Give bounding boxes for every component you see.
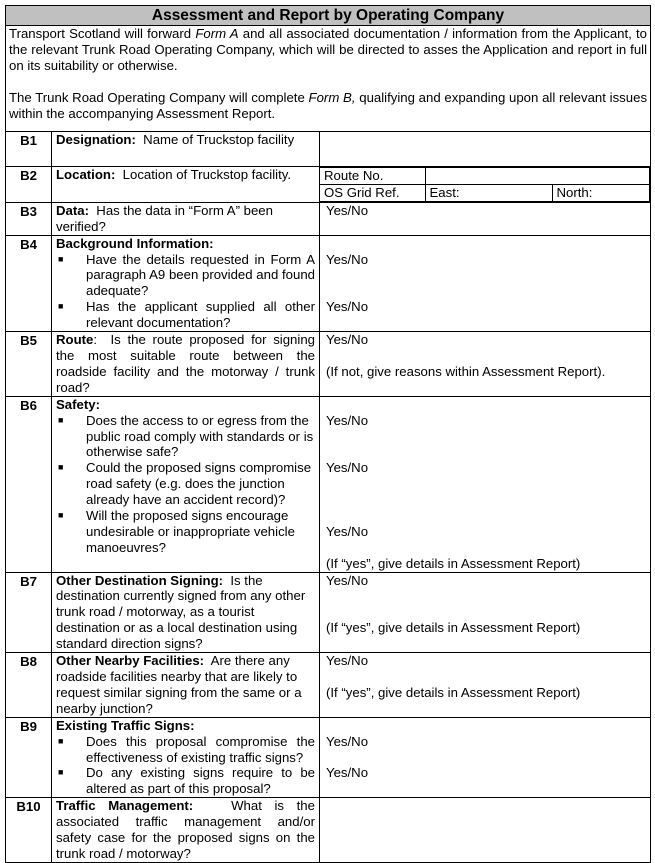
answer-yes-no[interactable]: Yes/No bbox=[326, 332, 369, 348]
answer-yes-no[interactable]: Yes/No bbox=[326, 572, 369, 588]
route-no-field[interactable] bbox=[425, 168, 650, 185]
location-subtable bbox=[320, 167, 650, 202]
form-table bbox=[5, 5, 651, 863]
row-code: B10 bbox=[6, 798, 52, 863]
answer-note: (If not, give reasons within Assessment Report). bbox=[326, 363, 606, 379]
row-code: B6 bbox=[6, 396, 52, 572]
row-b8 bbox=[6, 653, 651, 718]
row-b5 bbox=[6, 332, 651, 397]
traffic-management-answer-field[interactable] bbox=[320, 798, 651, 863]
east-field[interactable]: East: bbox=[425, 184, 552, 201]
row-description: Background Information: ■ Have the details requested in Form A paragraph A9 been provided and found adequate? ■ Has the applicant supplied all other relevant documentation? bbox=[52, 235, 320, 331]
bullet-item: ■ Will the proposed signs encourage undesirable or inappropriate vehicle manoeuvres? bbox=[58, 508, 295, 555]
intro-paragraph-2: The Trunk Road Operating Company will complete Form B, qualifying and expanding upon all relevant issues within the accompanying Assessment Report. bbox=[9, 89, 648, 121]
row-description: Safety: ■ Does the access to or egress from the public road comply with standards or is otherwise safe? ■ Could the proposed signs compromise road safety (e.g. does the junction already have an accident record)? ■ Will the proposed signs encourage undesirable or inappropriate vehicle manoeuvres? bbox=[52, 396, 320, 572]
row-code: B5 bbox=[6, 332, 52, 397]
answer-yes-no[interactable]: Yes/No bbox=[326, 299, 369, 315]
intro-row bbox=[6, 26, 651, 132]
form-header-row bbox=[6, 6, 651, 26]
answer-yes-no[interactable]: Yes/No bbox=[326, 653, 369, 669]
row-description: Data: Has the data in “Form A” been verified? bbox=[52, 202, 320, 235]
answer-yes-no[interactable]: Yes/No bbox=[326, 765, 369, 781]
row-code: B2 bbox=[6, 167, 52, 203]
row-description: Location: Location of Truckstop facility. bbox=[52, 167, 320, 203]
answer-yes-no[interactable]: Yes/No bbox=[326, 460, 369, 476]
row-code: B9 bbox=[6, 717, 52, 798]
row-description: Other Destination Signing: Is the destination currently signed from any other trunk road / motorway, as a tourist destination or as a local destination using standard direction signs? bbox=[52, 572, 320, 653]
os-grid-ref-label: OS Grid Ref. bbox=[320, 184, 425, 201]
row-code: B4 bbox=[6, 235, 52, 331]
north-field[interactable]: North: bbox=[552, 184, 650, 201]
row-answers bbox=[320, 653, 651, 718]
row-code: B3 bbox=[6, 202, 52, 235]
row-description: Route: Is the route proposed for signing the most suitable route between the roadside facility and the motorway / trunk road? bbox=[52, 332, 320, 397]
bullet-icon: ■ bbox=[58, 253, 64, 264]
row-code: B1 bbox=[6, 132, 52, 167]
row-answers bbox=[320, 332, 651, 397]
route-no-label: Route No. bbox=[320, 168, 425, 185]
row-code: B8 bbox=[6, 653, 52, 718]
route-row bbox=[320, 168, 650, 185]
answer-note: (If “yes”, give details in Assessment Report) bbox=[326, 555, 581, 571]
grid-ref-row bbox=[320, 184, 650, 201]
row-answers bbox=[320, 235, 651, 331]
bullet-item: ■ Does this proposal compromise the effectiveness of existing traffic signs? bbox=[58, 733, 315, 765]
row-answers bbox=[320, 572, 651, 653]
bullet-item: ■ Could the proposed signs compromise road safety (e.g. does the junction already have an accident record)? bbox=[58, 460, 312, 508]
row-b4 bbox=[6, 235, 651, 331]
bullet-item: ■ Have the details requested in Form A paragraph A9 been provided and found adequate? bbox=[58, 251, 315, 299]
answer-yes-no[interactable]: Yes/No bbox=[326, 733, 369, 749]
bullet-icon: ■ bbox=[58, 510, 64, 521]
designation-answer-field[interactable] bbox=[320, 132, 651, 167]
location-answer-grid bbox=[320, 167, 651, 203]
row-b6 bbox=[6, 396, 651, 572]
row-b1 bbox=[6, 132, 651, 167]
answer-yes-no[interactable]: Yes/No bbox=[326, 523, 369, 539]
row-b7 bbox=[6, 572, 651, 653]
data-verified-answer[interactable]: Yes/No bbox=[320, 202, 651, 235]
row-code: B7 bbox=[6, 572, 52, 653]
row-b3 bbox=[6, 202, 651, 235]
answer-yes-no[interactable]: Yes/No bbox=[326, 251, 369, 267]
row-description: Existing Traffic Signs: ■ Does this proposal compromise the effectiveness of existing traffic signs? ■ Do any existing signs require to be altered as part of this proposal? bbox=[52, 717, 320, 798]
form-title: Assessment and Report by Operating Company bbox=[6, 6, 651, 26]
answer-note: (If “yes”, give details in Assessment Report) bbox=[326, 684, 581, 700]
answer-yes-no[interactable]: Yes/No bbox=[326, 412, 369, 428]
bullet-item: ■ Has the applicant supplied all other relevant documentation? bbox=[58, 299, 315, 331]
assessment-form bbox=[5, 5, 650, 863]
bullet-icon: ■ bbox=[58, 462, 64, 473]
bullet-icon: ■ bbox=[58, 735, 64, 746]
row-answers bbox=[320, 717, 651, 798]
row-b10 bbox=[6, 798, 651, 863]
bullet-icon: ■ bbox=[58, 301, 64, 312]
bullet-icon: ■ bbox=[58, 414, 64, 425]
row-answers bbox=[320, 396, 651, 572]
row-description: Traffic Management: What is the associated traffic management and/or safety case for the proposed signs on the trunk road / motorway? bbox=[52, 798, 320, 863]
bullet-item: ■ Do any existing signs require to be altered as part of this proposal? bbox=[58, 765, 315, 797]
row-b2 bbox=[6, 167, 651, 203]
intro-text bbox=[6, 26, 651, 132]
row-description: Other Nearby Facilities: Are there any roadside facilities nearby that are likely to request similar signing from the same or a nearby junction? bbox=[52, 653, 320, 718]
row-description: Designation: Name of Truckstop facility bbox=[52, 132, 320, 167]
bullet-icon: ■ bbox=[58, 767, 64, 778]
row-b9 bbox=[6, 717, 651, 798]
bullet-item: ■ Does the access to or egress from the public road comply with standards or is otherwise safe? bbox=[58, 412, 314, 460]
intro-paragraph-1: Transport Scotland will forward Form A and all associated documentation / information from the Applicant, to the relevant Trunk Road Operating Company, which will be directed to asses the Application and report in full on its suitability or otherwise. bbox=[9, 26, 648, 73]
answer-note: (If “yes”, give details in Assessment Report) bbox=[326, 620, 581, 636]
